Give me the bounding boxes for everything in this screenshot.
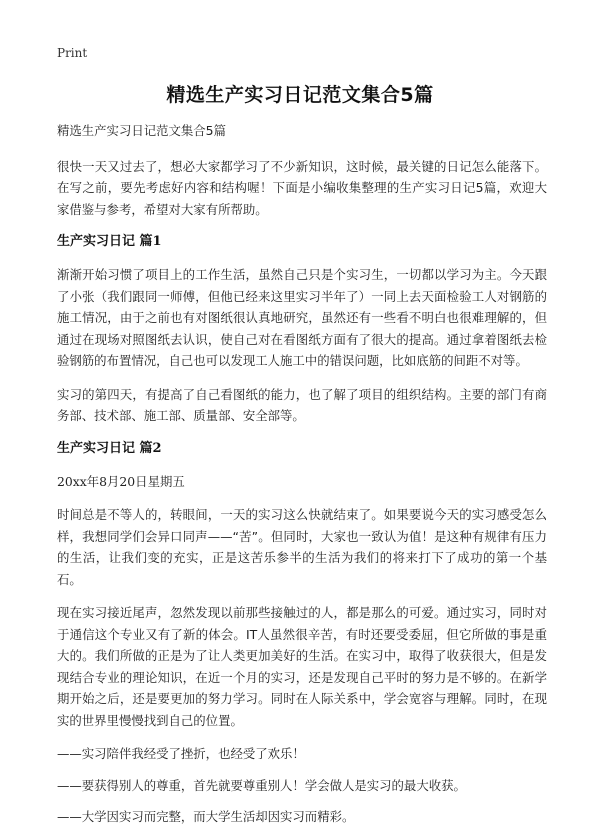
section-1-paragraph-2: 实习的第四天，有提高了自己看图纸的能力，也了解了项目的组织结构。主要的部门有商务部、技术部、施工部、质量部、安全部等。 [57, 386, 547, 423]
print-link[interactable]: Print [57, 46, 88, 60]
document-body [57, 120, 547, 838]
section-1-paragraph-1: 渐渐开始习惯了项目上的工作生活，虽然自己只是个实习生，一切都以学习为主。今天跟了小张（我们跟同一师傅，但他已经来这里实习半年了）一同上去天面检验工人对钢筋的施工情况，由于之前也有对图纸很认真地研究，虽然还有一些看不明白也很难理解的，但通过在现场对照图纸去认识，使自己对在看图纸方面有了很大的提高。通过拿着图纸去检验钢筋的布置情况，自己也可以发现工人施工中的错误问题，比如底筋的间距不对等。 [57, 267, 547, 368]
section-2-line-2: ——要获得别人的尊重，首先就要尊重别人！学会做人是实习的最大收获。 [57, 777, 466, 793]
document-subtitle: 精选生产实习日记范文集合5篇 [57, 123, 226, 138]
section-heading-1: 生产实习日记 篇1 [57, 234, 162, 249]
section-2-date: 20xx年8月20日星期五 [57, 473, 185, 489]
section-2-paragraph-2: 现在实习接近尾声，忽然发现以前那些接触过的人，都是那么的可爱。通过实习，同时对于通信这个专业又有了新的体会。IT人虽然很辛苦，有时还要受委屈，但它所做的事是重大的。我们所做的正是为了让人类更加美好的生活。在实习中，取得了收获很大，但是发现结合专业的理论知识，在近一个月的实习，还是发现自己平时的努力是不够的。在新学期开始之后，还是要更加的努力学习。同时在人际关系中，学会宽容与理解。同时，在现实的世界里慢慢找到自己的位置。 [57, 605, 547, 728]
document-title: 精选生产实习日记范文集合5篇 [166, 84, 434, 106]
section-2-line-3: ——大学因实习而完整，而大学生活却因实习而精彩。 [57, 809, 355, 824]
intro-paragraph: 很快一天又过去了，想必大家都学习了不少新知识，这时候，最关键的日记怎么能落下。在写之前，要先考虑好内容和结构喔！下面是小编收集整理的生产实习日记5篇，欢迎大家借鉴与参考，希望对大家有所帮助。 [57, 158, 547, 217]
section-2-paragraph-1: 时间总是不等人的，转眼间，一天的实习这么快就结束了。如果要说今天的实习感受怎么样，我想同学们会异口同声——“苦”。但同时，大家也一致认为值！是这种有规律有压力的生活，让我们变的充实，正是这苦乐参半的生活为我们的将来打下了成功的第一个基石。 [57, 507, 547, 587]
section-heading-2: 生产实习日记 篇2 [57, 440, 162, 456]
section-2-line-1: ——实习陪伴我经受了挫折，也经受了欢乐！ [57, 746, 305, 761]
